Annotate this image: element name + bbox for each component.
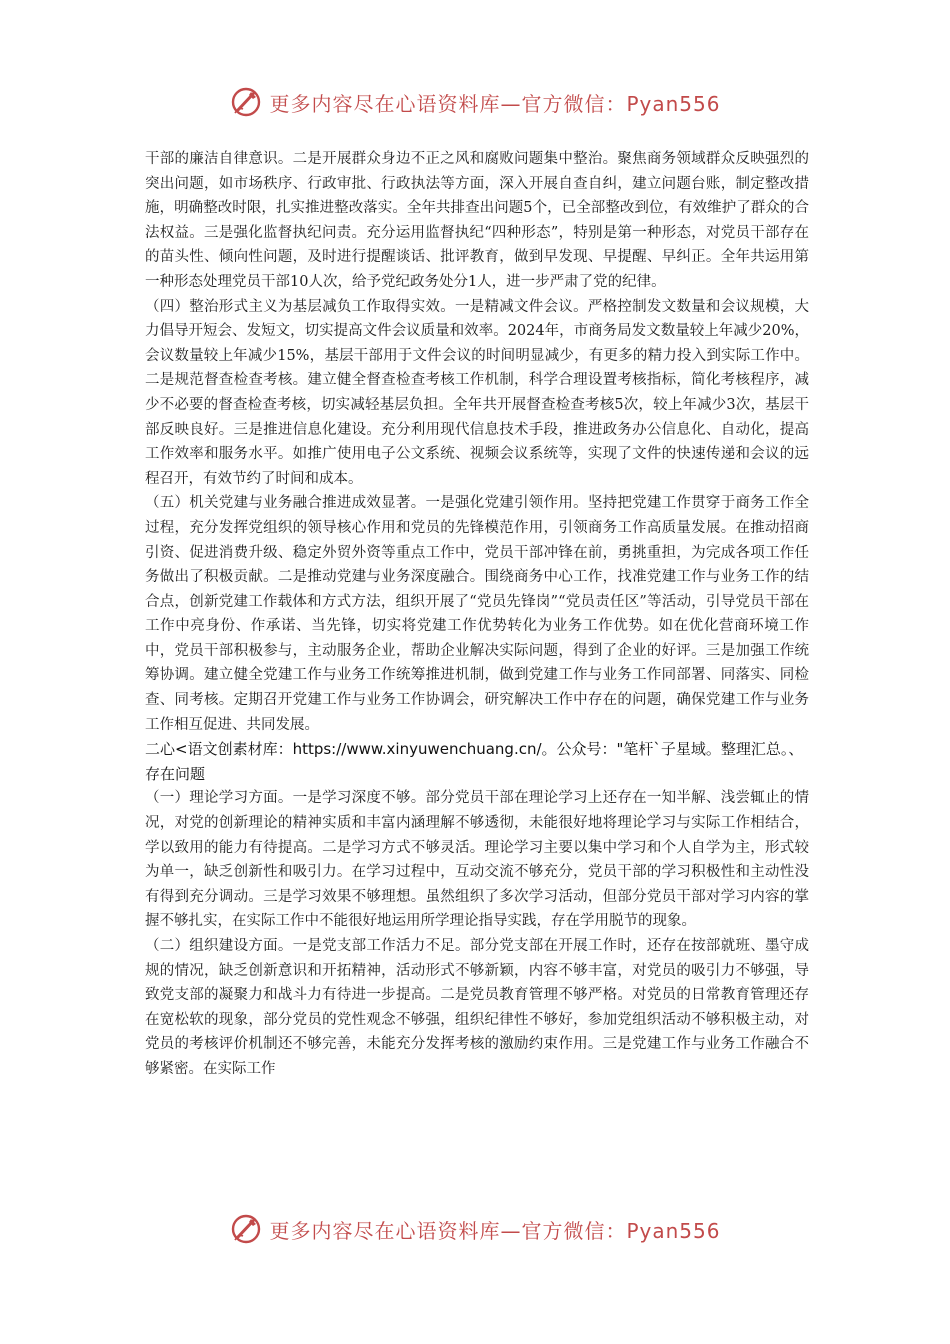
pen-circle-logo-icon xyxy=(229,1212,263,1246)
paragraph-theory-study: （一）理论学习方面。一是学习深度不够。部分党员干部在理论学习上还存在一知半解、浅尝辄止的情况，对党的创新理论的精神实质和丰富内涵理解不够透彻，未能很好地将理论学习与实际工作相结合，学以致用的能力有待提高。二是学习方式不够灵活。理论学习主要以集中学习和个人自学为主，形式较为单一，缺乏创新性和吸引力。在学习过程中，互动交流不够充分，党员干部的学习积极性和主动性没有得到充分调动。三是学习效果不够理想。虽然组织了多次学习活动，但部分党员干部对学习内容的掌握不够扎实，在实际工作中不能很好地运用所学理论指导实践，存在学用脱节的现象。 xyxy=(145,790,809,930)
header-watermark-banner xyxy=(0,82,950,122)
paragraph-section-four: （四）整治形式主义为基层减负工作取得实效。一是精减文件会议。严格控制发文数量和会议规模，大力倡导开短会、发短文，切实提高文件会议质量和效率。2024年，市商务局发文数量较上年减少20%，会议数量较上年减少15%，基层干部用于文件会议的时间明显减少，有更多的精力投入到实际工作中。二是规范督查检查考核。建立健全督查检查考核工作机制，科学合理设置考核指标，简化考核程序，减少不必要的督查检查考核，切实减轻基层负担。全年共开展督查检查考核5次，较上年减少3次，基层干部反映良好。三是推进信息化建设。充分利用现代信息技术手段，推进政务办公信息化、自动化，提高工作效率和服务水平。如推广使用电子公文系统、视频会议系统等，实现了文件的快速传递和会议的远程召开，有效节约了时间和成本。 xyxy=(145,298,809,487)
pen-circle-logo-icon xyxy=(229,85,263,119)
watermark-text: 更多内容尽在心语资料库—官方微信：Pyan556 xyxy=(269,91,721,116)
watermark-text: 更多内容尽在心语资料库—官方微信：Pyan556 xyxy=(269,1218,721,1243)
document-body xyxy=(145,147,809,1082)
paragraph-discipline: 干部的廉洁自律意识。二是开展群众身边不正之风和腐败问题集中整治。聚焦商务领域群众反映强烈的突出问题，如市场秩序、行政审批、行政执法等方面，深入开展自查自纠，建立问题台账，制定整改措施，明确整改时限，扎实推进整改落实。全年共排查出问题5个，已全部整改到位，有效维护了群众的合法权益。三是强化监督执纪问责。充分运用监督执纪“四种形态”，特别是第一种形态，对党员干部存在的苗头性、倾向性问题，及时进行提醒谈话、批评教育，做到早发现、早提醒、早纠正。全年共运用第一种形态处理党员干部10人次，给予党纪政务处分1人，进一步严肃了党的纪律。 xyxy=(145,151,809,290)
paragraph-section-five: （五）机关党建与业务融合推进成效显著。一是强化党建引领作用。坚持把党建工作贯穿于商务工作全过程，充分发挥党组织的领导核心作用和党员的先锋模范作用，引领商务工作高质量发展。在推动招商引资、促进消费升级、稳定外贸外资等重点工作中，党员干部冲锋在前，勇挑重担，为完成各项工作任务做出了积极贡献。二是推动党建与业务深度融合。围绕商务中心工作，找准党建工作与业务工作的结合点，创新党建工作载体和方式方法，组织开展了“党员先锋岗”“党员责任区”等活动，引导党员干部在工作中亮身份、作承诺、当先锋，切实将党建工作优势转化为业务工作优势。如在优化营商环境工作中，党员干部积极参与，主动服务企业，帮助企业解决实际问题，得到了企业的好评。三是加强工作统筹协调。建立健全党建工作与业务工作统筹推进机制，做到党建工作与业务工作同部署、同落实、同检查、同考核。定期召开党建工作与业务工作协调会，研究解决工作中存在的问题，确保党建工作与业务工作相互促进、共同发展。 xyxy=(145,495,809,733)
section-heading-problems: 二心<语文创素材库：https://www.xinyuwenchuang.cn/。公众号："笔杆`子星域。整理汇总。、存在问题 xyxy=(145,740,804,783)
paragraph-organization: （二）组织建设方面。一是党支部工作活力不足。部分党支部在开展工作时，还存在按部就班、墨守成规的情况，缺乏创新意识和开拓精神，活动形式不够新颖，内容不够丰富，对党员的吸引力不够强，导致党支部的凝聚力和战斗力有待进一步提高。二是党员教育管理不够严格。对党员的日常教育管理还存在宽松软的现象，部分党员的党性观念不够强，组织纪律性不够好，参加党组织活动不够积极主动，对党员的考核评价机制还不够完善，未能充分发挥考核的激励约束作用。三是党建工作与业务工作融合不够紧密。在实际工作 xyxy=(145,938,809,1077)
footer-watermark-banner xyxy=(0,1209,950,1249)
